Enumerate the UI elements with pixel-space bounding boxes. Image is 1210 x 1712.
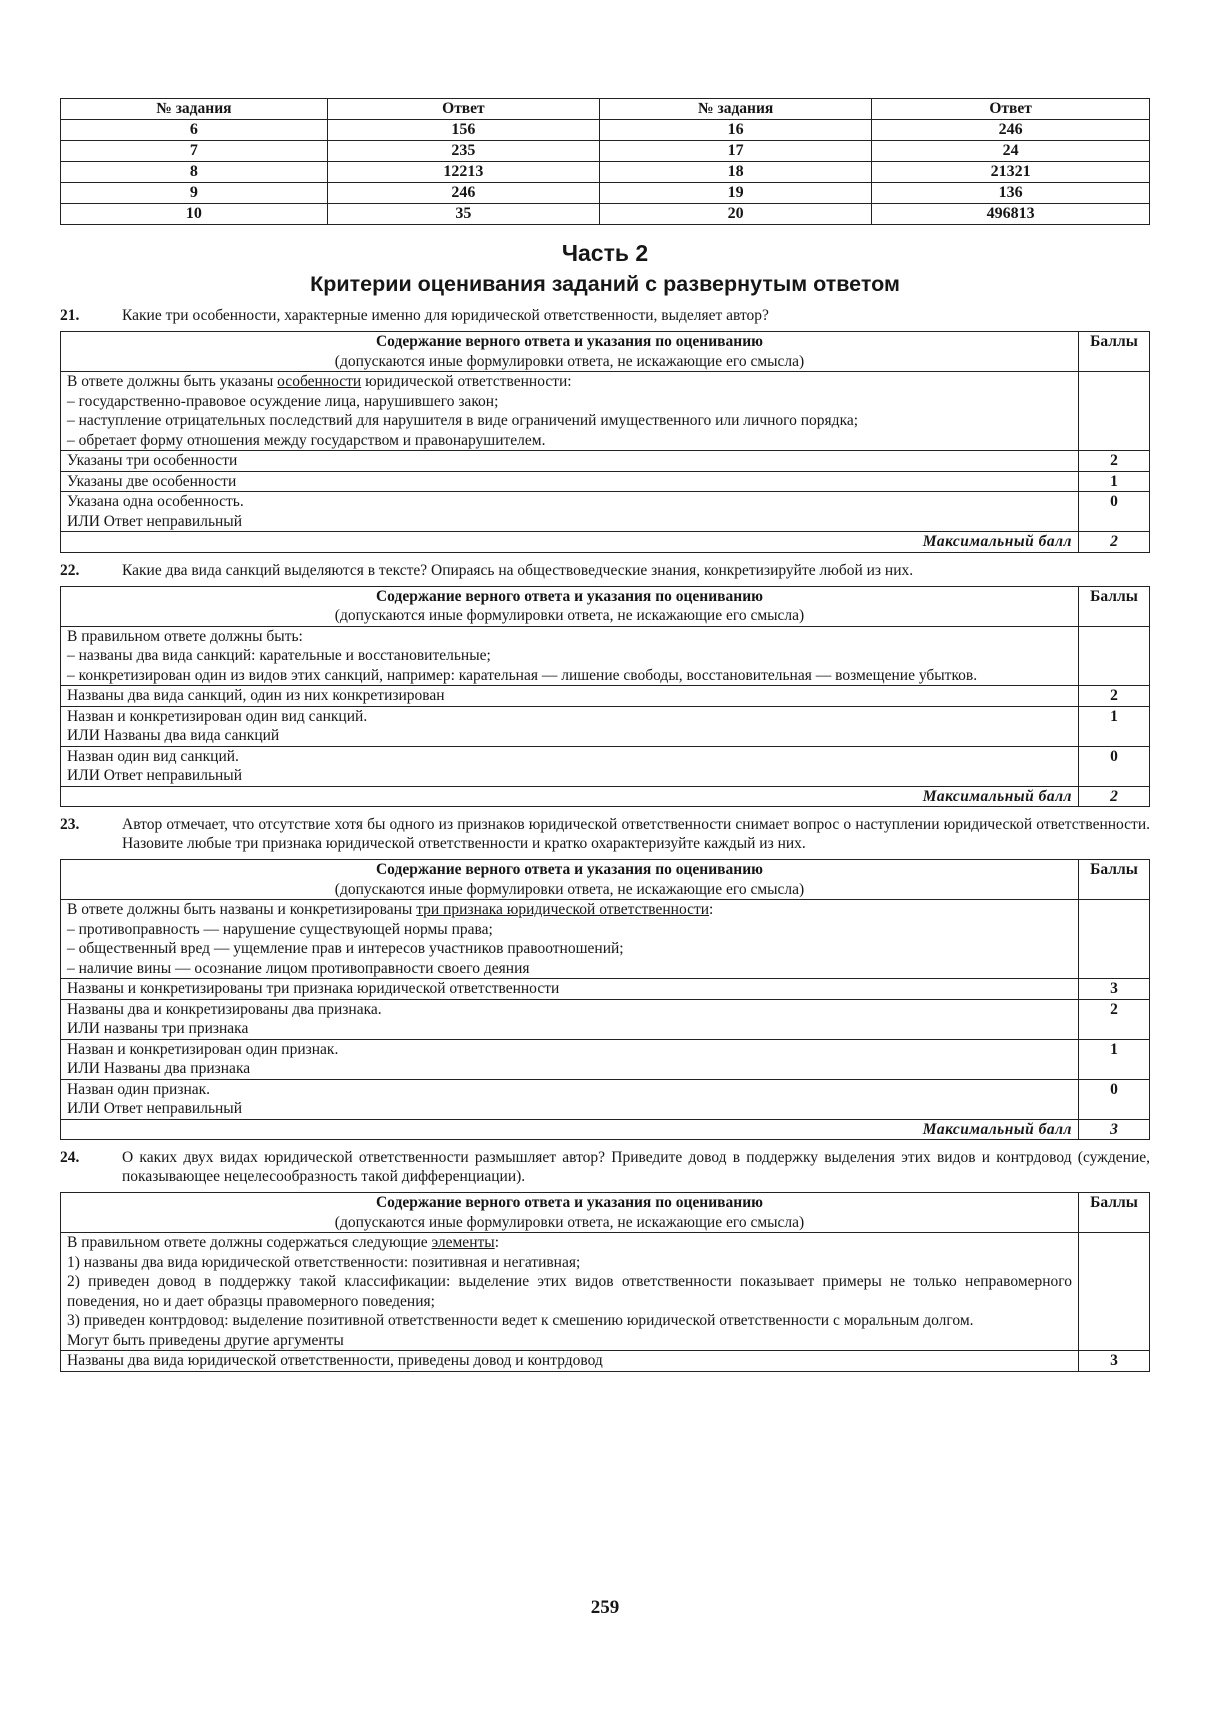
header-task-num-2: № задания — [600, 99, 872, 120]
max-score-value: 2 — [1079, 786, 1150, 807]
score-row — [61, 979, 1150, 1000]
score-row — [61, 706, 1150, 746]
score-points: 2 — [1079, 451, 1150, 472]
table-cell: 10 — [61, 204, 328, 225]
task-24 — [60, 1148, 1150, 1372]
part-title: Часть 2 — [561, 240, 649, 266]
max-score-value: 2 — [1079, 532, 1150, 553]
points-header: Баллы — [1079, 586, 1150, 626]
table-cell: 156 — [327, 120, 599, 141]
score-text: Указаны три особенности — [61, 451, 1079, 472]
criteria-content — [61, 626, 1079, 686]
points-cell — [1079, 626, 1150, 686]
criteria-header-title: Содержание верного ответа и указания по оцениванию — [375, 861, 763, 878]
score-text-line: Назван и конкретизирован один вид санкций. — [67, 707, 368, 725]
score-points: 1 — [1079, 706, 1150, 746]
score-text-line: ИЛИ Ответ неправильный — [67, 767, 243, 784]
criteria-header — [61, 332, 1079, 372]
task-23 — [60, 815, 1150, 1140]
criteria-content-row — [61, 372, 1150, 451]
task-22 — [60, 561, 1150, 808]
task-question — [60, 561, 1150, 580]
content-item: – противоправность — нарушение существующей нормы права; — [67, 920, 493, 938]
score-text — [61, 492, 1079, 532]
table-cell: 136 — [872, 183, 1150, 204]
score-row — [61, 492, 1150, 532]
points-cell — [1079, 900, 1150, 979]
table-cell: 35 — [327, 204, 599, 225]
criteria-header-row — [61, 1193, 1150, 1233]
answers-header-row — [61, 99, 1150, 120]
task-question-text: Автор отмечает, что отсутствие хотя бы одного из признаков юридической ответственности снимает вопрос о наступлении юридической ответственности. Назовите любые три признака юридической ответственности и кратко охарактеризуйте каждый из них. — [122, 816, 1150, 852]
content-intro-text: : — [709, 901, 714, 918]
table-cell: 17 — [600, 141, 872, 162]
content-intro: В правильном ответе должны быть: — [67, 627, 303, 645]
content-item: – наличие вины — осознание лицом противоправности своего деяния — [67, 959, 530, 977]
content-item: – названы два вида санкций: карательные и восстановительные; — [67, 647, 491, 664]
table-cell: 246 — [327, 183, 599, 204]
table-row — [61, 204, 1150, 225]
table-cell: 21321 — [872, 162, 1150, 183]
score-row — [61, 451, 1150, 472]
content-intro-underlined: элементы — [431, 1234, 495, 1251]
criteria-header-note: (допускаются иные формулировки ответа, не искажающие его смысла) — [334, 607, 805, 624]
criteria-content — [61, 1233, 1079, 1351]
score-row — [61, 471, 1150, 492]
score-text-line: Назван один вид санкций. — [67, 747, 239, 765]
content-intro-text: В ответе должны быть названы и конкретизированы — [67, 901, 417, 918]
score-text-line: ИЛИ названы три признака — [67, 1020, 249, 1037]
score-text-line: ИЛИ Ответ неправильный — [67, 1100, 243, 1117]
table-cell: 24 — [872, 141, 1150, 162]
score-text-line: Указана одна особенность. — [67, 493, 244, 510]
criteria-header-note: (допускаются иные формулировки ответа, не искажающие его смысла) — [334, 880, 805, 898]
score-text — [61, 706, 1079, 746]
task-number: 22. — [60, 561, 80, 579]
criteria-content-row — [61, 626, 1150, 686]
criteria-content-row — [61, 1233, 1150, 1351]
criteria-header-row — [61, 586, 1150, 626]
content-intro-underlined: особенности — [277, 373, 362, 390]
max-score-value: 3 — [1079, 1119, 1150, 1140]
criteria-header-title: Содержание верного ответа и указания по оцениванию — [375, 333, 763, 350]
score-row — [61, 1079, 1150, 1119]
task-question-text: Какие два вида санкций выделяются в тексте? Опираясь на обществоведческие знания, конкретизируйте любой из них. — [122, 561, 914, 579]
criteria-table — [60, 859, 1150, 1140]
criteria-content — [61, 900, 1079, 979]
table-row — [61, 120, 1150, 141]
part-subtitle: Критерии оценивания заданий с развернутым ответом — [310, 272, 900, 296]
table-cell: 20 — [600, 204, 872, 225]
criteria-header-note: (допускаются иные формулировки ответа, не искажающие его смысла) — [334, 352, 805, 370]
score-text: Названы и конкретизированы три признака юридической ответственности — [61, 979, 1079, 1000]
content-intro-text: В ответе должны быть указаны — [67, 373, 278, 390]
page-number: 259 — [590, 1597, 620, 1618]
content-item: 2) приведен довод в поддержку такой классификации: выделение этих видов ответственности показывает примеры не только неправомерного поведения, но и дает образцы правомерного поведения; — [67, 1273, 1072, 1310]
content-intro-underlined: три признака юридической ответственности — [416, 901, 710, 918]
criteria-header-row — [61, 860, 1150, 900]
max-score-row — [61, 786, 1150, 807]
table-cell: 6 — [61, 120, 328, 141]
criteria-header — [61, 1193, 1079, 1233]
criteria-content-row — [61, 900, 1150, 979]
score-text — [61, 1039, 1079, 1079]
task-question-text: О каких двух видах юридической ответственности размышляет автор? Приведите довод в поддержку выделения этих видов и контрдовод (суждение, показывающее нецелесообразность такой дифференциации). — [122, 1149, 1150, 1185]
table-row — [61, 183, 1150, 204]
max-score-label: Максимальный балл — [61, 786, 1079, 807]
score-row — [61, 746, 1150, 786]
points-cell — [1079, 1233, 1150, 1351]
score-points: 2 — [1079, 686, 1150, 707]
score-text-line: Назван один признак. — [67, 1080, 211, 1098]
table-cell: 246 — [872, 120, 1150, 141]
document-page — [60, 98, 1150, 1372]
content-item: Могут быть приведены другие аргументы — [67, 1331, 344, 1349]
table-cell: 9 — [61, 183, 328, 204]
criteria-table — [60, 331, 1150, 553]
max-score-label: Максимальный балл — [61, 1119, 1079, 1140]
content-item: – государственно-правовое осуждение лица, нарушившего закон; — [67, 392, 499, 410]
content-intro — [67, 1233, 1072, 1253]
content-intro-text: юридической ответственности: — [361, 373, 572, 390]
task-number: 23. — [60, 816, 80, 833]
score-text-line: ИЛИ Названы два признака — [67, 1060, 251, 1077]
score-points: 3 — [1079, 979, 1150, 1000]
table-row — [61, 141, 1150, 162]
points-header: Баллы — [1079, 332, 1150, 372]
score-text-line: Назван и конкретизирован один признак. — [67, 1040, 339, 1058]
criteria-table — [60, 1192, 1150, 1372]
table-cell: 16 — [600, 120, 872, 141]
task-number: 21. — [60, 307, 80, 324]
answers-table — [60, 98, 1150, 225]
table-cell: 496813 — [872, 204, 1150, 225]
max-score-row — [61, 1119, 1150, 1140]
content-intro — [67, 900, 1072, 920]
task-number: 24. — [60, 1149, 80, 1166]
task-question — [60, 306, 1150, 325]
score-row — [61, 1351, 1150, 1372]
task-question — [60, 815, 1150, 853]
score-text-line: ИЛИ Ответ неправильный — [67, 512, 243, 530]
criteria-header — [61, 586, 1079, 626]
table-cell: 235 — [327, 141, 599, 162]
table-cell: 12213 — [327, 162, 599, 183]
criteria-table — [60, 586, 1150, 808]
criteria-header-note: (допускаются иные формулировки ответа, не искажающие его смысла) — [334, 1213, 805, 1231]
score-points: 2 — [1079, 999, 1150, 1039]
max-score-label: Максимальный балл — [61, 532, 1079, 553]
task-question — [60, 1148, 1150, 1186]
score-text: Названы два вида санкций, один из них конкретизирован — [61, 686, 1079, 707]
score-row — [61, 686, 1150, 707]
criteria-header-row — [61, 332, 1150, 372]
score-row — [61, 999, 1150, 1039]
criteria-header — [61, 860, 1079, 900]
score-points: 0 — [1079, 1079, 1150, 1119]
criteria-header-title: Содержание верного ответа и указания по оцениванию — [375, 1194, 763, 1211]
score-text — [61, 999, 1079, 1039]
content-item: – наступление отрицательных последствий для нарушителя в виде ограничений имущественного или личного порядка; — [67, 412, 859, 429]
score-points: 0 — [1079, 492, 1150, 532]
points-cell — [1079, 372, 1150, 451]
table-cell: 7 — [61, 141, 328, 162]
points-header: Баллы — [1079, 860, 1150, 900]
content-intro-text: В правильном ответе должны содержаться следующие — [67, 1234, 432, 1251]
table-cell: 18 — [600, 162, 872, 183]
score-text-line: Названы два и конкретизированы два признака. — [67, 1000, 382, 1018]
task-question-text: Какие три особенности, характерные именно для юридической ответственности, выделяет автор? — [122, 307, 769, 324]
score-text: Названы два вида юридической ответственности, приведены довод и контрдовод — [61, 1351, 1079, 1372]
content-item: – конкретизирован один из видов этих санкций, например: карательная — лишение свободы, восстановительная — возмещение убытков. — [67, 666, 978, 684]
score-text — [61, 1079, 1079, 1119]
score-points: 0 — [1079, 746, 1150, 786]
max-score-row — [61, 532, 1150, 553]
content-item: – обретает форму отношения между государством и правонарушителем. — [67, 431, 546, 449]
header-task-num-1: № задания — [61, 99, 328, 120]
content-item: – общественный вред — ущемление прав и интересов участников правоотношений; — [67, 940, 624, 957]
score-points: 1 — [1079, 1039, 1150, 1079]
points-header: Баллы — [1079, 1193, 1150, 1233]
content-item: 3) приведен контрдовод: выделение позитивной ответственности ведет к смешению юридической ответственности с моральным долгом. — [67, 1312, 974, 1329]
score-points: 1 — [1079, 471, 1150, 492]
criteria-header-title: Содержание верного ответа и указания по оцениванию — [375, 587, 763, 605]
header-answer-2: Ответ — [872, 99, 1150, 120]
score-row — [61, 1039, 1150, 1079]
score-points: 3 — [1079, 1351, 1150, 1372]
task-21 — [60, 306, 1150, 553]
table-row — [61, 162, 1150, 183]
table-cell: 19 — [600, 183, 872, 204]
content-item: 1) названы два вида юридической ответственности: позитивная и негативная; — [67, 1253, 581, 1271]
content-intro — [67, 372, 1072, 392]
score-text — [61, 746, 1079, 786]
score-text: Указаны две особенности — [61, 471, 1079, 492]
score-text-line: ИЛИ Названы два вида санкций — [67, 727, 280, 744]
criteria-content — [61, 372, 1079, 451]
table-cell: 8 — [61, 162, 328, 183]
content-intro-text: : — [494, 1234, 499, 1251]
header-answer-1: Ответ — [327, 99, 599, 120]
